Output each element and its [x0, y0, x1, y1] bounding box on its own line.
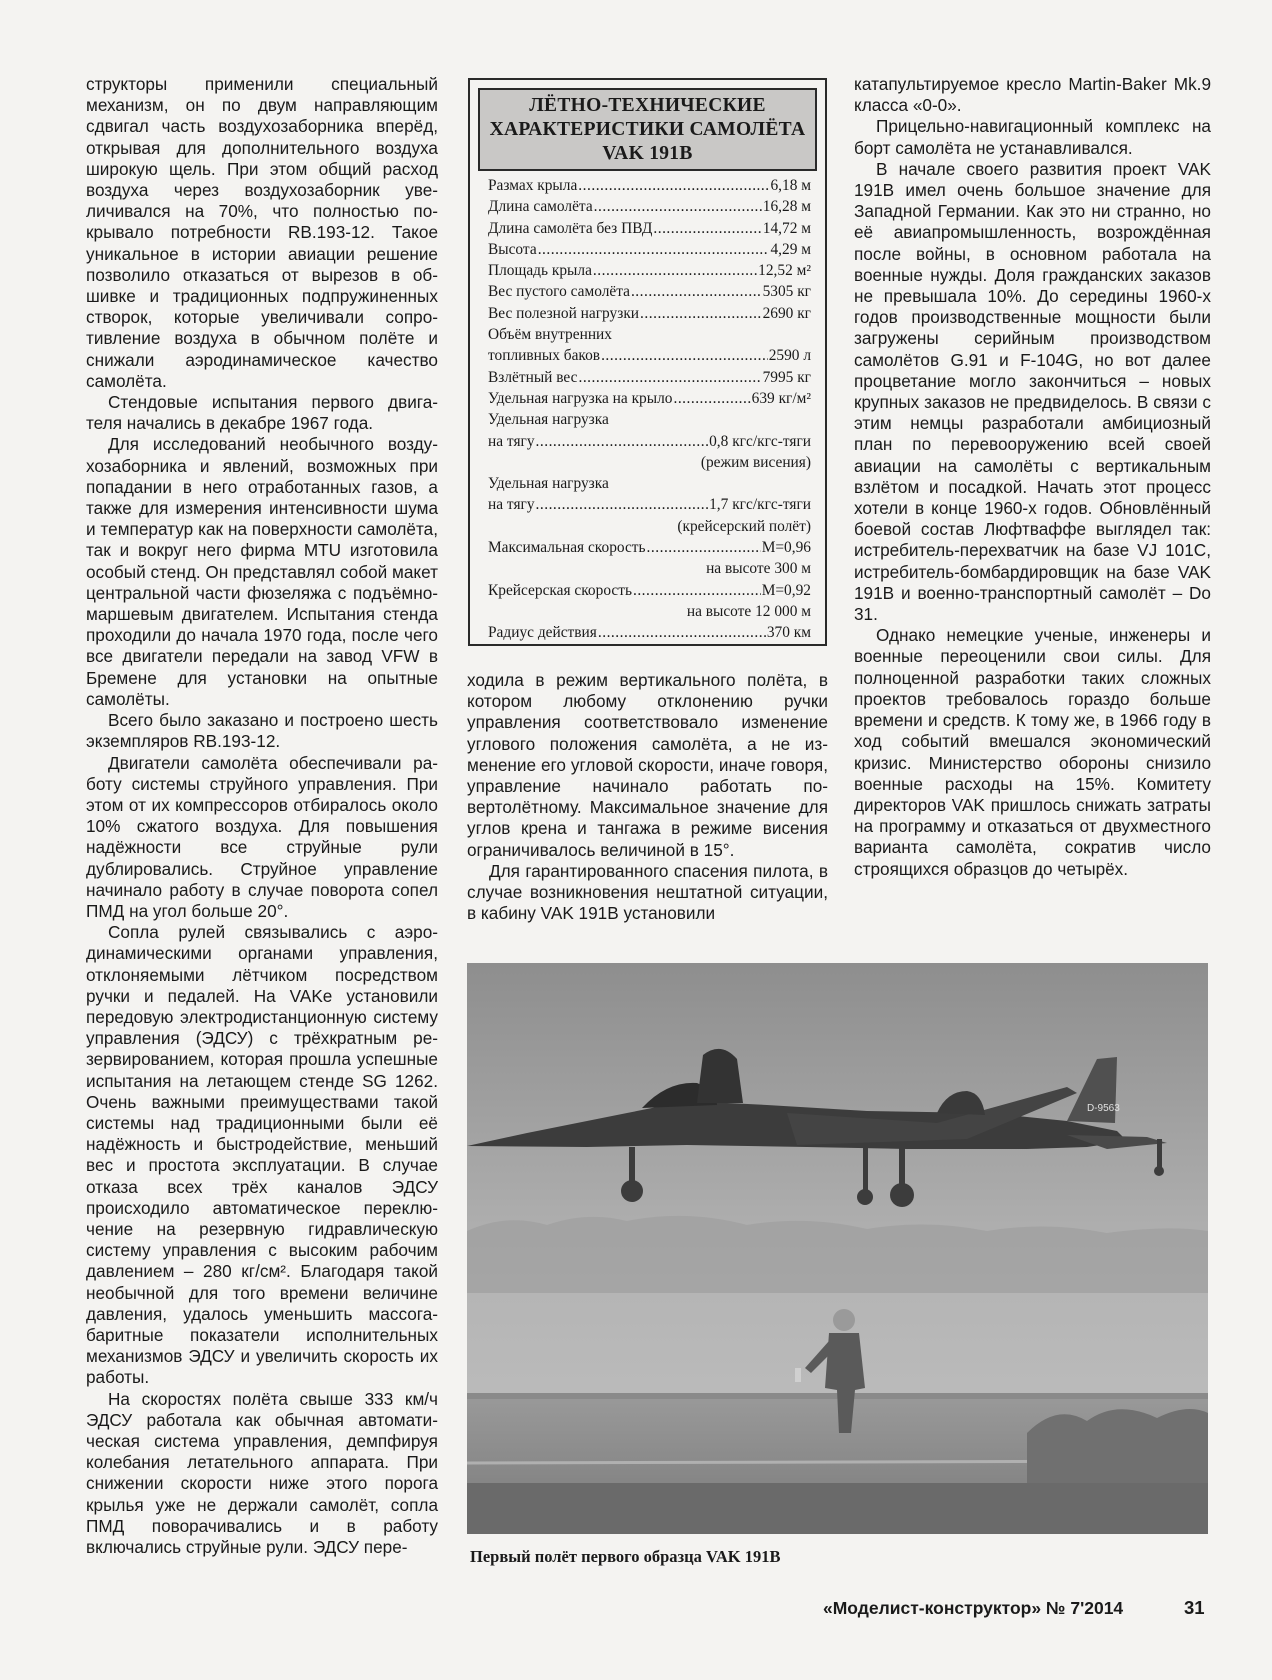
paragraph: Прицельно-навигационный комплекс на борт самолёта не устанавливался. — [854, 116, 1211, 158]
spec-row — [488, 175, 811, 196]
paragraph: катапультируемое кресло Martin-Baker Mk.9 класса «0-0». — [854, 74, 1211, 116]
spec-value: 5305 кг — [762, 283, 811, 301]
spec-label: Взлётный вес — [488, 368, 578, 386]
spec-row — [488, 622, 811, 643]
spec-label-line: Объём внутренних — [488, 326, 612, 344]
paragraph: Для гарантированного спасения пилота, в случае возникновения нештатной ситуации, в кабину VAK 191B установили — [467, 860, 828, 924]
spec-value: М=0,96 — [761, 539, 811, 557]
spec-value: 370 км — [766, 624, 811, 642]
spec-row — [488, 431, 811, 452]
paragraph: Сопла рулей связывались с аэродинамическими органами управления, отклоняемыми лётчиком посредством ручки и педалей. На VAKe установили передовую электродистанционную систему управления (ЭДСУ) с трёхкратным резервированием, которая прошла успешные испытания на летающем стенде SG 1262. Очень важными преимуществами такой системы над традиционными были её надёжность и быстродействие, меньший вес и простота эксплуатации. В случае отказа всех трёх каналов ЭДСУ происходило автоматическое переключение на резервную гидравлическую систему управления с высоким рабочим давлением – 280 кг/см². Благодаря такой необычной для того времени величине давления, удалось уменьшить массогабаритные показатели исполнительных механизмов ЭДСУ и увеличить скорость их работы. — [86, 922, 438, 1388]
spec-label: Длина самолёта — [488, 198, 593, 216]
spec-label: Высота — [488, 240, 537, 258]
spec-label: Длина самолёта без ПВД — [488, 219, 653, 237]
spec-label: Вес пустого самолёта — [488, 283, 630, 301]
spec-label: Максимальная скорость — [488, 539, 646, 557]
specs-list — [470, 171, 825, 644]
spec-note: (режим висения) — [700, 453, 811, 471]
spec-label: на тягу — [488, 432, 535, 450]
tail-code: D-9563 — [1087, 1103, 1120, 1114]
spec-label-line: Удельная нагрузка — [488, 475, 609, 493]
left-text-column — [86, 74, 438, 1558]
spec-label: Радиус действия — [488, 624, 597, 642]
spec-value: 14,72 м — [762, 219, 811, 237]
spec-value: 0,8 кгс/кгс-тяги — [709, 432, 811, 450]
spec-row — [488, 196, 811, 217]
spec-row — [488, 494, 811, 515]
middle-text-column — [467, 670, 828, 924]
spec-row — [488, 345, 811, 366]
paragraph: Однако немецкие ученые, инженеры и военные переоценили свои силы. Для полноценной разработки таких сложных проектов требовалось гораздо больше времени и средств. К тому же, в 1966 году в ход событий вмешался экономический кризис. Министерство обороны снизило военные расходы на 15%. Комитету директоров VAK пришлось снижать затраты на программу и отказаться от двухместного варианта самолёта, сократив число строящихся образцов до четырёх. — [854, 625, 1211, 879]
spec-label: Вес полезной нагрузки — [488, 304, 640, 322]
paragraph: В начале своего развития проект VAK 191B имел очень большое значение для Западной Германии. Как это ни странно, но её авиапромышленность, возрождённая после войны, в основном работала на военные нужды. Доля гражданских заказов не превышала 10%. До середины 1960-х годов производственные мощности были загружены серийным производством самолётов G.91 и F-104G, но вот далее процветание могло закончиться – новых крупных заказов не предвиделось. В связи с этим немцы разработали амбициозный план по перевооружению всей своей авиации на самолёты с вертикальным взлётом и посадкой. Начать этот процесс хотели в конце 1960-х годов. Обновлённый боевой состав Люфтваффе выглядел так: истребитель-перехватчик на базе VJ 101C, истребитель-бомбардировщик на базе VAK 191B и военно-транспортный самолёт – Do 31. — [854, 158, 1211, 625]
spec-row — [488, 218, 811, 239]
spec-value: М=0,92 — [761, 581, 811, 599]
paragraph: ходила в режим вертикального полёта, в котором любому отклонению ручки управления соответствовало изменение углового положения самолёта, а не изменение его угловой скорости, иначе говоря, управление начинало работать по-вертолётному. Максимальное значение для углов крена и тангажа в режиме висения ограничивалось величиной в 15°. — [467, 670, 828, 860]
spec-value: 16,28 м — [762, 198, 811, 216]
spec-value: 6,18 м — [770, 177, 811, 194]
spec-row — [488, 239, 811, 260]
spec-note: (крейсерский полёт) — [677, 517, 811, 535]
spec-label: Площадь крыла — [488, 262, 592, 280]
footer-magazine-title: «Моделист-конструктор» № 7'2014 — [823, 1598, 1124, 1618]
spec-row — [488, 281, 811, 302]
spec-value: 2690 кг — [762, 304, 811, 322]
paragraph: Для исследований необычного воздухозаборника и явлений, возможных при попадании в него отработанных газов, а также для измерения интенсивности шума и температур как на поверхности самолёта, так и вокруг него фирма MTU изготовила особый стенд. Он представлял собой макет центральной части фюзеляжа с подъёмно-маршевым двигателем. Испытания стенда проходили до начала 1970 года, после чего все двигатели передали на завод VFW в Бремене для установки на опытные самолёты. — [86, 434, 438, 709]
spec-note: на высоте 12 000 м — [686, 602, 811, 620]
spec-note: на высоте 300 м — [706, 560, 811, 578]
spec-row — [488, 537, 811, 558]
paragraph: Двигатели самолёта обеспечивали работу системы струйного управления. При этом от их компрессоров отбиралось около 10% сжатого воздуха. Для повышения надёжности все струйные рули дублировались. Струйное управление начинало работу в случае поворота сопел ПМД на угол больше 20°. — [86, 752, 438, 921]
page-number: 31 — [1184, 1597, 1205, 1618]
paragraph: структоры применили специальный механизм, он по двум направляющим сдвигал часть воздухозаборника вперёд, открывая для дополнительного воздуха широкую щель. При этом общий расход воздуха через воздухозаборник увеличивался на 70%, что полностью покрывало потребности RB.193-12. Такое уникальное в истории авиации решение позволило отказаться от вырезов в обшивке и традиционных подпружиненных створок, которые увеличивали сопротивление воздуха в обычном полёте и снижали аэродинамическое качество самолёта. — [86, 74, 438, 391]
spec-value: 4,29 м — [770, 240, 811, 258]
spec-label-line: Удельная нагрузка — [488, 411, 609, 429]
spec-label: топливных баков — [488, 347, 601, 365]
spec-row — [488, 388, 811, 409]
spec-label: Удельная нагрузка на крыло — [488, 389, 673, 407]
specs-title: ЛЁТНО-ТЕХНИЧЕСКИЕ ХАРАКТЕРИСТИКИ САМОЛЁТА VAK 191B — [478, 88, 817, 171]
specs-table — [468, 78, 827, 646]
spec-row — [488, 303, 811, 324]
spec-row — [488, 580, 811, 601]
right-text-column — [854, 74, 1211, 880]
spec-row — [488, 260, 811, 281]
spec-value: 12,52 м² — [758, 262, 811, 280]
spec-label: Крейсерская скорость — [488, 581, 632, 599]
aircraft-photo — [467, 963, 1208, 1534]
spec-value: 7995 кг — [762, 368, 811, 386]
vtol-jet-photo-icon — [467, 963, 1208, 1534]
spec-value: 2590 л — [768, 347, 811, 365]
paragraph: Всего было заказано и построено шесть экземпляров RB.193-12. — [86, 710, 438, 752]
spec-value: 639 кг/м² — [751, 389, 811, 407]
paragraph: На скоростях полёта свыше 333 км/ч ЭДСУ работала как обычная автоматическая система управления, демпфируя колебания летательного аппарата. При снижении скорости ниже этого порога крылья уже не держали самолёт, сопла ПМД поворачивались и в работу включались струйные рули. ЭДСУ пере- — [86, 1388, 438, 1558]
spec-label: на тягу — [488, 496, 535, 514]
paragraph: Стендовые испытания первого двигателя начались в декабре 1967 года. — [86, 392, 438, 434]
photo-caption: Первый полёт первого образца VAK 191B — [470, 1547, 781, 1566]
spec-label: Размах крыла — [488, 177, 578, 194]
spec-value: 1,7 кгс/кгс-тяги — [709, 496, 811, 514]
spec-row — [488, 367, 811, 388]
